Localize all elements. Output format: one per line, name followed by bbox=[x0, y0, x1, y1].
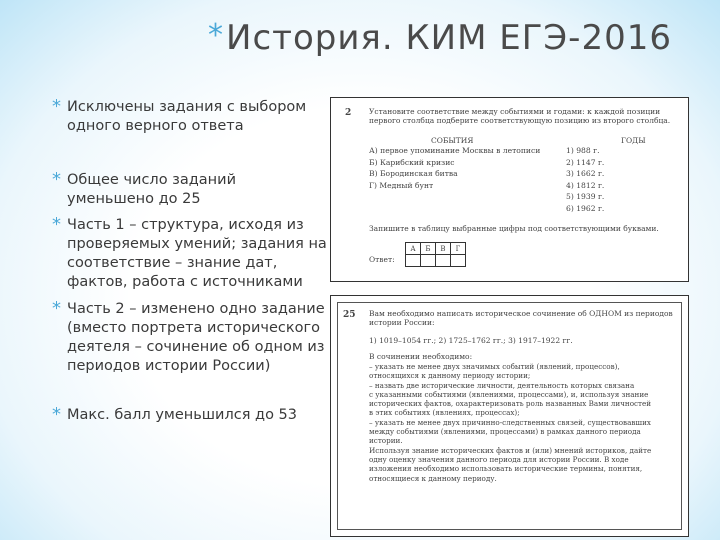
bullet-asterisk: * bbox=[52, 169, 61, 190]
bullet-item bbox=[52, 300, 327, 376]
bullet-asterisk: * bbox=[52, 214, 61, 235]
requirement-line: относящиеся к данному периоду. bbox=[369, 473, 497, 483]
bullet-item bbox=[52, 171, 327, 209]
bullet-text: Общее число заданий уменьшено до 25 bbox=[67, 172, 237, 207]
requirement-line: исторических фактов, охарактеризовать роль названных Вами личностей bbox=[369, 399, 652, 409]
requirement-line: – указать не менее двух причинно-следственных связей, существовавших bbox=[369, 417, 651, 427]
task-intro: истории России: bbox=[369, 318, 435, 327]
year-item: 2) 1147 г. bbox=[566, 157, 605, 167]
event-item: Г) Медный бунт bbox=[369, 180, 434, 190]
task-number: 25 bbox=[343, 310, 356, 320]
answer-letter: В bbox=[436, 243, 451, 255]
task-instruction: Установите соответствие между событиями и годами: к каждой позиции bbox=[369, 107, 661, 116]
title-text: История. КИМ ЕГЭ-2016 bbox=[226, 18, 672, 58]
requirement-line: – назвать две исторические личности, деятельность которых связана bbox=[369, 380, 635, 390]
task-instruction: первого столбца подберите соответствующую позицию из второго столбца. bbox=[369, 116, 671, 125]
requirement-line: относящихся к данному периоду истории; bbox=[369, 371, 531, 381]
year-item: 3) 1662 г. bbox=[566, 169, 605, 178]
bullet-text: Часть 1 – структура, исходя из проверяемых умений; задания на соответствие – знание дат, фактов, работа с источниками bbox=[67, 217, 327, 290]
bullet-item bbox=[52, 216, 327, 292]
task-number: 2 bbox=[345, 108, 352, 118]
answer-cell bbox=[436, 255, 451, 267]
task-periods: 1) 1019–1054 гг.; 2) 1725–1762 гг.; 3) 1917–1922 гг. bbox=[369, 336, 573, 345]
bullet-asterisk: * bbox=[52, 96, 61, 117]
event-item: В) Бородинская битва bbox=[369, 169, 458, 178]
answer-label: Ответ: bbox=[369, 255, 395, 264]
task-requirements bbox=[369, 362, 676, 483]
task-footer: Запишите в таблицу выбранные цифры под соответствующими буквами. bbox=[369, 224, 659, 233]
requirement-line: между событиями (явлениями, процессами) в рамках данного периода bbox=[369, 427, 641, 437]
title-asterisk: * bbox=[208, 18, 225, 53]
answer-cell bbox=[421, 255, 436, 267]
requirement-line: изложения необходимо использовать исторические термины, понятия, bbox=[369, 464, 643, 474]
answer-cell bbox=[406, 255, 421, 267]
bullet-text: Часть 2 – изменено одно задание (вместо портрета исторического деятеля – сочинение об одном из периодов истории России) bbox=[67, 301, 325, 374]
answer-grid bbox=[405, 242, 466, 267]
year-item: 1) 988 г. bbox=[566, 146, 600, 155]
event-item: Б) Карибский кризис bbox=[369, 157, 455, 167]
events-column bbox=[369, 145, 540, 191]
years-header: ГОДЫ bbox=[621, 136, 646, 145]
answer-letter: Б bbox=[421, 243, 436, 255]
task-intro: Вам необходимо написать историческое сочинение об ОДНОМ из периодов bbox=[369, 309, 673, 318]
year-item: 4) 1812 г. bbox=[566, 180, 605, 190]
bullet-asterisk: * bbox=[52, 298, 61, 319]
events-header: СОБЫТИЯ bbox=[431, 136, 474, 145]
bullet-item bbox=[52, 98, 327, 136]
task-25-example bbox=[330, 295, 689, 537]
requirement-line: истории. bbox=[369, 436, 403, 446]
requirement-line: Используя знание исторических фактов и (или) мнений историков, дайте bbox=[369, 445, 652, 455]
year-item: 6) 1962 г. bbox=[566, 203, 605, 213]
requirement-line: в этих событиях (явлениях, процессах); bbox=[369, 408, 520, 418]
task-required: В сочинении необходимо: bbox=[369, 352, 473, 361]
slide-title bbox=[0, 18, 720, 58]
requirement-line: одну оценку значения данного периода для истории России. В ходе bbox=[369, 454, 629, 464]
answer-cell bbox=[451, 255, 466, 267]
answer-letter: А bbox=[406, 243, 421, 255]
requirement-line: с указанными событиями (явлениями, процессами), и, используя знание bbox=[369, 389, 649, 399]
bullet-item bbox=[52, 406, 327, 425]
task-2-example bbox=[330, 97, 689, 282]
answer-letter: Г bbox=[451, 243, 466, 255]
years-column bbox=[566, 145, 604, 214]
event-item: А) первое упоминание Москвы в летописи bbox=[369, 146, 541, 155]
bullet-asterisk: * bbox=[52, 404, 61, 425]
requirement-line: – указать не менее двух значимых событий (явлений, процессов), bbox=[369, 362, 620, 371]
bullet-text: Исключены задания с выбором одного верного ответа bbox=[67, 99, 307, 134]
year-item: 5) 1939 г. bbox=[566, 192, 605, 201]
bullet-text: Макс. балл уменьшился до 53 bbox=[67, 407, 298, 423]
